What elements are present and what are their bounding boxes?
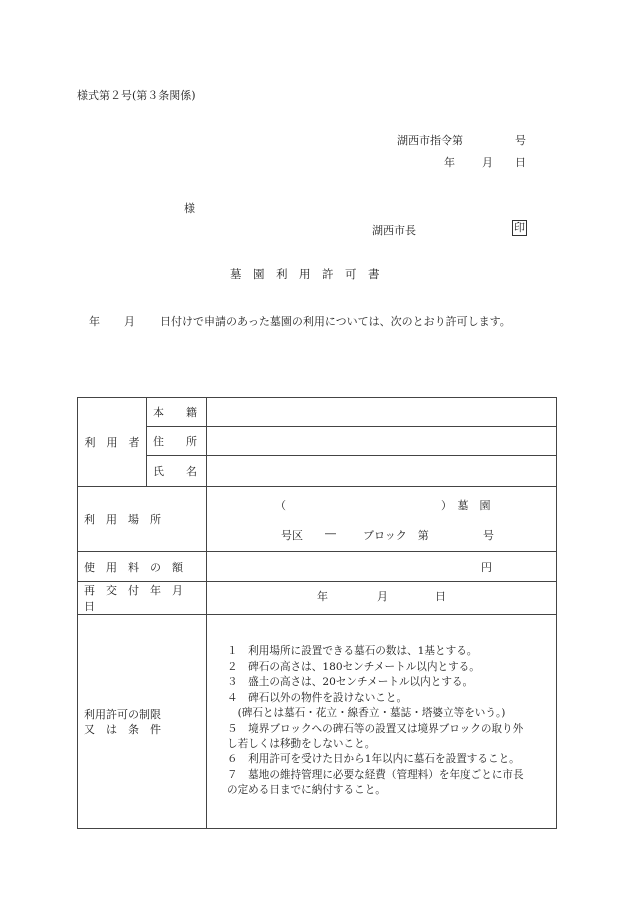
header-date-day: 日: [515, 156, 526, 169]
condition-line: ４ 碑石以外の物件を設けないこと。: [227, 691, 408, 704]
domicile-label: [147, 398, 207, 427]
intro-text: 日付けで申請のあった墓園の利用については、次のとおり許可します。: [160, 315, 511, 328]
seal-mark: [512, 220, 527, 236]
table-row-fee: [78, 552, 557, 582]
condition-line: １ 利用場所に設置できる墓石の数は、1基とする。: [227, 645, 478, 658]
reissue-value[interactable]: [207, 582, 557, 615]
header-date-month: 月: [482, 156, 493, 169]
intro-year: 年: [89, 315, 100, 328]
location-label: [78, 487, 207, 552]
fee-label-text: 使 用 料 の 額: [84, 560, 183, 574]
table-row-conditions: [78, 615, 557, 829]
form-number: 様式第２号(第３条関係): [77, 89, 196, 102]
document-title: 墓 園 利 用 許 可 書: [230, 267, 380, 281]
table-row-location: [78, 487, 557, 552]
condition-line: ６ 利用許可を受けた日から1年以内に墓石を設置すること。: [227, 753, 520, 766]
name-value[interactable]: [207, 456, 557, 487]
location-dash: ―: [325, 527, 336, 540]
conditions-label-line2: 又 は 条 件: [84, 722, 161, 736]
location-no: 号: [483, 529, 494, 542]
name-label-text: 氏 名: [153, 465, 197, 478]
permit-table: [77, 397, 557, 829]
conditions-value: [207, 615, 557, 829]
location-open-paren: （: [275, 499, 286, 512]
address-label-text: 住 所: [153, 435, 197, 448]
reissue-year: 年: [317, 590, 328, 603]
table-row-name: [78, 456, 557, 487]
issuer-name: 湖西市長: [372, 224, 416, 237]
fee-value[interactable]: [207, 552, 557, 582]
header-date-year: 年: [444, 156, 455, 169]
condition-line: ２ 碑石の高さは、180センチメートル以内とする。: [227, 660, 480, 673]
user-group-label: 利 用 者: [78, 398, 147, 487]
address-value[interactable]: [207, 427, 557, 456]
reissue-month: 月: [377, 590, 388, 603]
name-label: [147, 456, 207, 487]
condition-line: (碑石とは墓石・花立・線香立・墓誌・塔婆立等をいう。): [227, 707, 506, 720]
fee-label: [78, 552, 207, 582]
condition-line: し若しくは移動をしないこと。: [227, 737, 376, 750]
reissue-day: 日: [435, 590, 446, 603]
condition-line: ３ 盛土の高さは、20センチメートル以内とする。: [227, 676, 474, 689]
directive-suffix: 号: [515, 134, 526, 147]
fee-unit: 円: [481, 561, 492, 574]
domicile-label-text: 本 籍: [153, 406, 197, 419]
domicile-value[interactable]: [207, 398, 557, 427]
location-value[interactable]: [207, 487, 557, 552]
address-label: [147, 427, 207, 456]
condition-line: の定める日までに納付すること。: [227, 784, 386, 797]
intro-month: 月: [124, 315, 135, 328]
reissue-label: [78, 582, 207, 615]
conditions-label-line1: 利用許可の制限: [84, 707, 161, 721]
condition-line: ７ 墓地の維持管理に必要な経費（管理料）を年度ごとに市長: [227, 768, 524, 781]
directive-label: 湖西市指令第: [397, 134, 463, 147]
recipient-suffix: 様: [184, 202, 195, 215]
table-row-reissue: [78, 582, 557, 615]
conditions-list: [213, 644, 550, 798]
location-block: ブロック 第: [363, 529, 429, 542]
condition-line: ５ 境界ブロックへの碑石等の設置又は境界ブロックの取り外: [227, 722, 524, 735]
location-close-cemetery: ） 墓 園: [441, 499, 491, 512]
location-label-text: 利 用 場 所: [84, 513, 161, 526]
location-ku: 号区: [281, 529, 303, 542]
seal-label: 印: [514, 221, 525, 234]
conditions-label: [78, 615, 207, 829]
reissue-label-text: 再 交 付 年 月 日: [84, 584, 194, 613]
table-row-address: [78, 427, 557, 456]
table-row-domicile: [78, 398, 557, 427]
